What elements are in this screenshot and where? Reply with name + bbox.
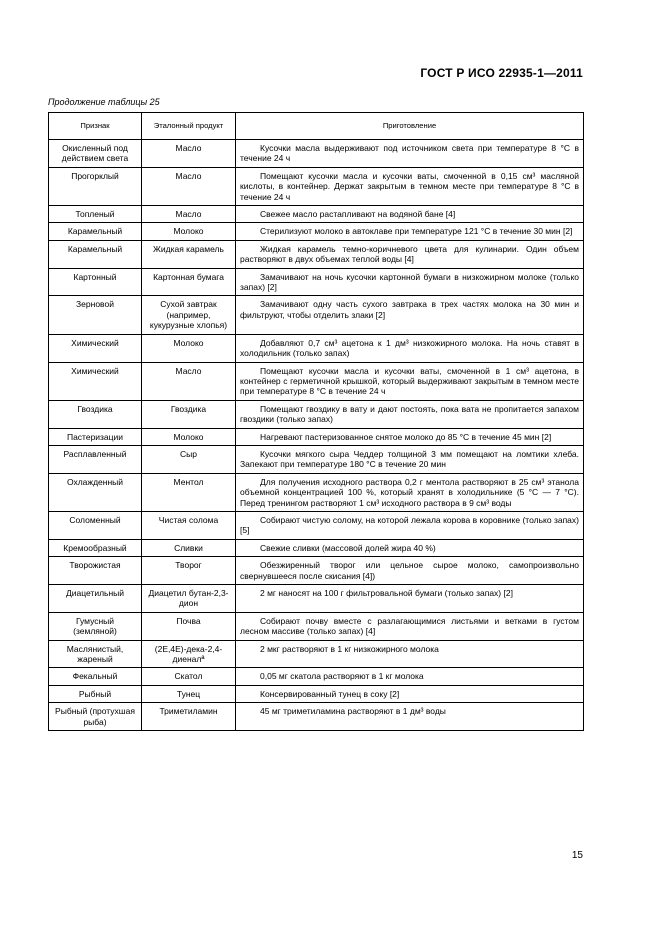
- cell-reference: Сухой завтрак (например, кукурузные хлопья): [142, 296, 236, 334]
- cell-reference: Картонная бумага: [142, 268, 236, 296]
- cell-preparation: 2 мг наносят на 100 г фильтровальной бумаги (только запах) [2]: [236, 585, 584, 613]
- table-row: [49, 206, 584, 223]
- cell-reference: Ментол: [142, 473, 236, 511]
- cell-reference: Диацетил бутан-2,3-дион: [142, 585, 236, 613]
- column-header-preparation: Приготовление: [236, 113, 584, 140]
- cell-preparation: Свежее масло растапливают на водяной бане [4]: [236, 206, 584, 223]
- table-header-row: [49, 113, 584, 140]
- document-code: ГОСТ Р ИСО 22935-1—2011: [420, 66, 583, 80]
- cell-attribute: Расплавленный: [49, 445, 142, 473]
- table-row: [49, 445, 584, 473]
- cell-attribute: Зерновой: [49, 296, 142, 334]
- cell-attribute: Карамельный: [49, 223, 142, 240]
- cell-preparation: Помещают кусочки масла и кусочки ваты, смоченной в 0,15 см³ масляной кислоты, в контейнер. Держат закрытым в темном месте при температуре 8 °С в течение 24 ч: [236, 167, 584, 205]
- table-row: [49, 640, 584, 668]
- cell-reference: Почва: [142, 612, 236, 640]
- cell-attribute: Диацетильный: [49, 585, 142, 613]
- column-header-attribute: Признак: [49, 113, 142, 140]
- table-row: [49, 240, 584, 268]
- cell-reference: Масло: [142, 362, 236, 400]
- table-row: [49, 140, 584, 168]
- cell-reference: Жидкая карамель: [142, 240, 236, 268]
- cell-preparation: Замачивают на ночь кусочки картонной бумаги в низкожирном молоке (только запах) [2]: [236, 268, 584, 296]
- cell-preparation: Помещают кусочки масла и кусочки ваты, смоченной в 1 см³ ацетона, в контейнер с герметичной крышкой, который выдерживают закрытым в темном месте при температуре 8 °С в течение 24 ч: [236, 362, 584, 400]
- table-row: [49, 296, 584, 334]
- cell-preparation: Помещают гвоздику в вату и дают постоять, пока вата не пропитается запахом гвоздики (только запах): [236, 400, 584, 428]
- sensory-reference-table: [48, 112, 584, 731]
- cell-attribute: Гвоздика: [49, 400, 142, 428]
- cell-attribute: Топленый: [49, 206, 142, 223]
- cell-reference: Триметиламин: [142, 703, 236, 731]
- cell-preparation: Собирают чистую солому, на которой лежала корова в коровнике (только запах) [5]: [236, 511, 584, 539]
- table-row: [49, 511, 584, 539]
- table-row: [49, 585, 584, 613]
- table-row: [49, 223, 584, 240]
- cell-reference: Чистая солома: [142, 511, 236, 539]
- cell-reference: Молоко: [142, 334, 236, 362]
- table-row: [49, 473, 584, 511]
- cell-attribute: Рыбный: [49, 685, 142, 702]
- cell-preparation: 45 мг триметиламина растворяют в 1 дм³ воды: [236, 703, 584, 731]
- cell-preparation: Нагревают пастеризованное снятое молоко до 85 °С в течение 45 мин [2]: [236, 428, 584, 445]
- cell-attribute: Окисленный под действием света: [49, 140, 142, 168]
- cell-attribute: Прогорклый: [49, 167, 142, 205]
- cell-reference: Масло: [142, 140, 236, 168]
- cell-reference: Гвоздика: [142, 400, 236, 428]
- table-row: [49, 334, 584, 362]
- cell-attribute: Гумусный (земляной): [49, 612, 142, 640]
- table-row: [49, 703, 584, 731]
- cell-preparation: 2 мкг растворяют в 1 кг низкожирного молока: [236, 640, 584, 668]
- cell-reference: Сыр: [142, 445, 236, 473]
- table-row: [49, 400, 584, 428]
- cell-preparation: Кусочки масла выдерживают под источником света при температуре 8 °С в течение 24 ч: [236, 140, 584, 168]
- cell-preparation: Обезжиренный творог или цельное сырое молоко, самопроизвольно свернувшееся после скисания [4]): [236, 557, 584, 585]
- cell-preparation: Стерилизуют молоко в автоклаве при температуре 121 °С в течение 30 мин [2]: [236, 223, 584, 240]
- cell-preparation: Собирают почву вместе с разлагающимися листьями и ветками в густом лесном массиве (только запах) [4]: [236, 612, 584, 640]
- cell-attribute: Маслянистый, жареный: [49, 640, 142, 668]
- cell-reference: Масло: [142, 206, 236, 223]
- cell-attribute: Карамельный: [49, 240, 142, 268]
- table-row: [49, 557, 584, 585]
- cell-preparation: Консервированный тунец в соку [2]: [236, 685, 584, 702]
- table-row: [49, 428, 584, 445]
- cell-reference: Молоко: [142, 428, 236, 445]
- cell-reference: Творог: [142, 557, 236, 585]
- cell-attribute: Химический: [49, 334, 142, 362]
- table-row: [49, 539, 584, 556]
- table-row: [49, 612, 584, 640]
- cell-preparation: Жидкая карамель темно-коричневого цвета для кулинарии. Один объем растворяют в двух объемах теплой воды [4]: [236, 240, 584, 268]
- cell-preparation: Для получения исходного раствора 0,2 г ментола растворяют в 25 см³ этанола объемной концентрацией 100 %, который хранят в холодильнике (5 °С — 7 °С). Перед тренингом растворяют 1 см³ исходного раствора в 9 см³ воды: [236, 473, 584, 511]
- table-row: [49, 685, 584, 702]
- cell-attribute: Картонный: [49, 268, 142, 296]
- cell-reference: Молоко: [142, 223, 236, 240]
- cell-reference: Масло: [142, 167, 236, 205]
- table-caption: Продолжение таблицы 25: [48, 97, 160, 107]
- cell-attribute: Химический: [49, 362, 142, 400]
- cell-attribute: Рыбный (протухшая рыба): [49, 703, 142, 731]
- cell-reference: Тунец: [142, 685, 236, 702]
- cell-preparation: Свежие сливки (массовой долей жира 40 %): [236, 539, 584, 556]
- cell-preparation: Замачивают одну часть сухого завтрака в трех частях молока на 30 мин и фильтруют, чтобы отделить злаки [2]: [236, 296, 584, 334]
- table-row: [49, 668, 584, 685]
- table-row: [49, 268, 584, 296]
- cell-attribute: Кремообразный: [49, 539, 142, 556]
- cell-reference: Сливки: [142, 539, 236, 556]
- cell-attribute: Творожистая: [49, 557, 142, 585]
- column-header-reference: Эталонный продукт: [142, 113, 236, 140]
- page-number: 15: [571, 850, 583, 861]
- cell-attribute: Соломенный: [49, 511, 142, 539]
- cell-preparation: Добавляют 0,7 см³ ацетона к 1 дм³ низкожирного молока. На ночь ставят в холодильник (только запах): [236, 334, 584, 362]
- cell-reference: Скатол: [142, 668, 236, 685]
- cell-attribute: Пастеризации: [49, 428, 142, 445]
- cell-preparation: Кусочки мягкого сыра Чеддер толщиной 3 мм помещают на ломтики хлеба. Запекают при температуре 180 °С в течение 20 мин: [236, 445, 584, 473]
- cell-attribute: Охлажденный: [49, 473, 142, 511]
- cell-attribute: Фекальный: [49, 668, 142, 685]
- table-row: [49, 362, 584, 400]
- cell-preparation: 0,05 мг скатола растворяют в 1 кг молока: [236, 668, 584, 685]
- table-row: [49, 167, 584, 205]
- cell-reference: (2E,4E)-дека-2,4-диеналª: [142, 640, 236, 668]
